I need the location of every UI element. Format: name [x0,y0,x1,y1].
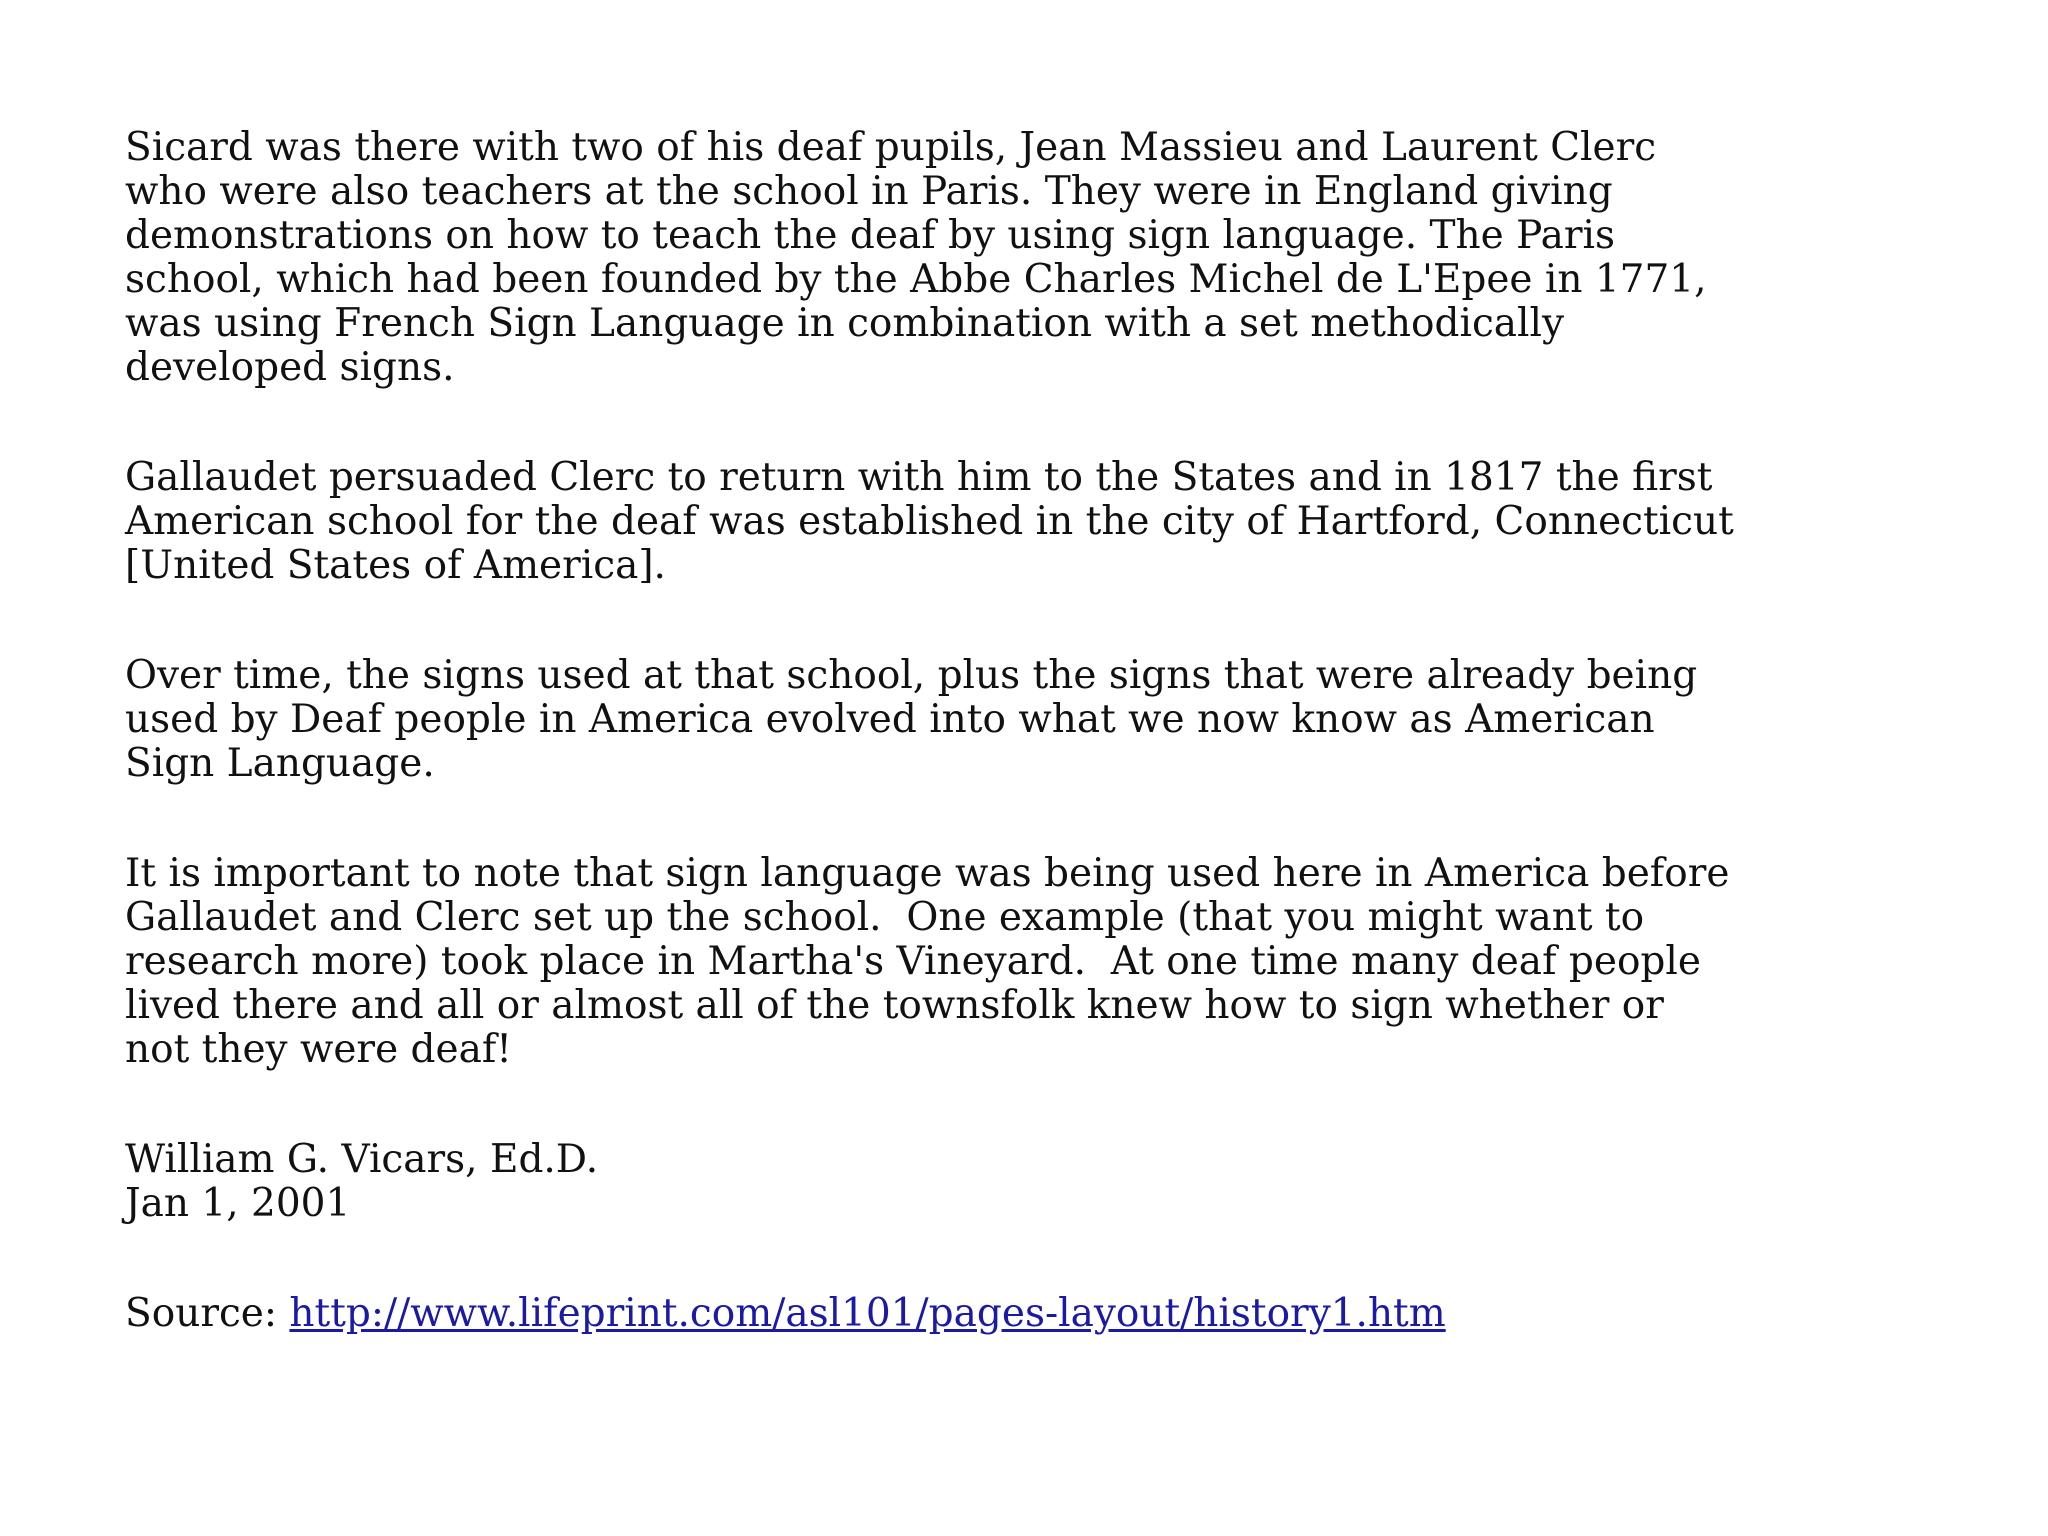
paragraph-line: Gallaudet and Clerc set up the school. One example (that you might want to [125,895,1645,940]
signature-block [125,1138,2005,1226]
paragraph-line: Over time, the signs used at that school, plus the signs that were already being [125,653,1698,698]
paragraph-sicard [125,126,2005,390]
paragraph-line: Sicard was there with two of his deaf pupils, Jean Massieu and Laurent Clerc [125,125,1657,170]
paragraph-line: Gallaudet persuaded Clerc to return with him to the States and in 1817 the first [125,455,1713,500]
paragraph-line: lived there and all or almost all of the townsfolk knew how to sign whether or [125,983,1664,1028]
paragraph-over-time [125,654,2005,786]
paragraph-line: American school for the deaf was established in the city of Hartford, Connecticut [125,499,1734,544]
paragraph-line: It is important to note that sign language was being used here in America before [125,851,1730,896]
source-label: Source: [125,1291,290,1336]
paragraph-important-note [125,852,2005,1072]
paragraph-line: not they were deaf! [125,1027,512,1072]
paragraph-gallaudet [125,456,2005,588]
paragraph-line: who were also teachers at the school in Paris. They were in England giving [125,169,1613,214]
document-body [125,126,2005,1336]
paragraph-line: demonstrations on how to teach the deaf by using sign language. The Paris [125,213,1615,258]
paragraph-line: was using French Sign Language in combination with a set methodically [125,301,1565,346]
source-link[interactable]: http://www.lifeprint.com/asl101/pages-layout/history1.htm [289,1291,1446,1336]
paragraph-line: [United States of America]. [125,543,666,588]
paragraph-line: developed signs. [125,345,455,390]
author-date: Jan 1, 2001 [125,1181,351,1226]
author-name: William G. Vicars, Ed.D. [125,1137,599,1182]
paragraph-line: school, which had been founded by the Abbe Charles Michel de L'Epee in 1771, [125,257,1707,302]
paragraph-line: used by Deaf people in America evolved into what we now know as American [125,697,1655,742]
paragraph-line: Sign Language. [125,741,435,786]
source-line [125,1292,2005,1336]
paragraph-line: research more) took place in Martha's Vineyard. At one time many deaf people [125,939,1701,984]
